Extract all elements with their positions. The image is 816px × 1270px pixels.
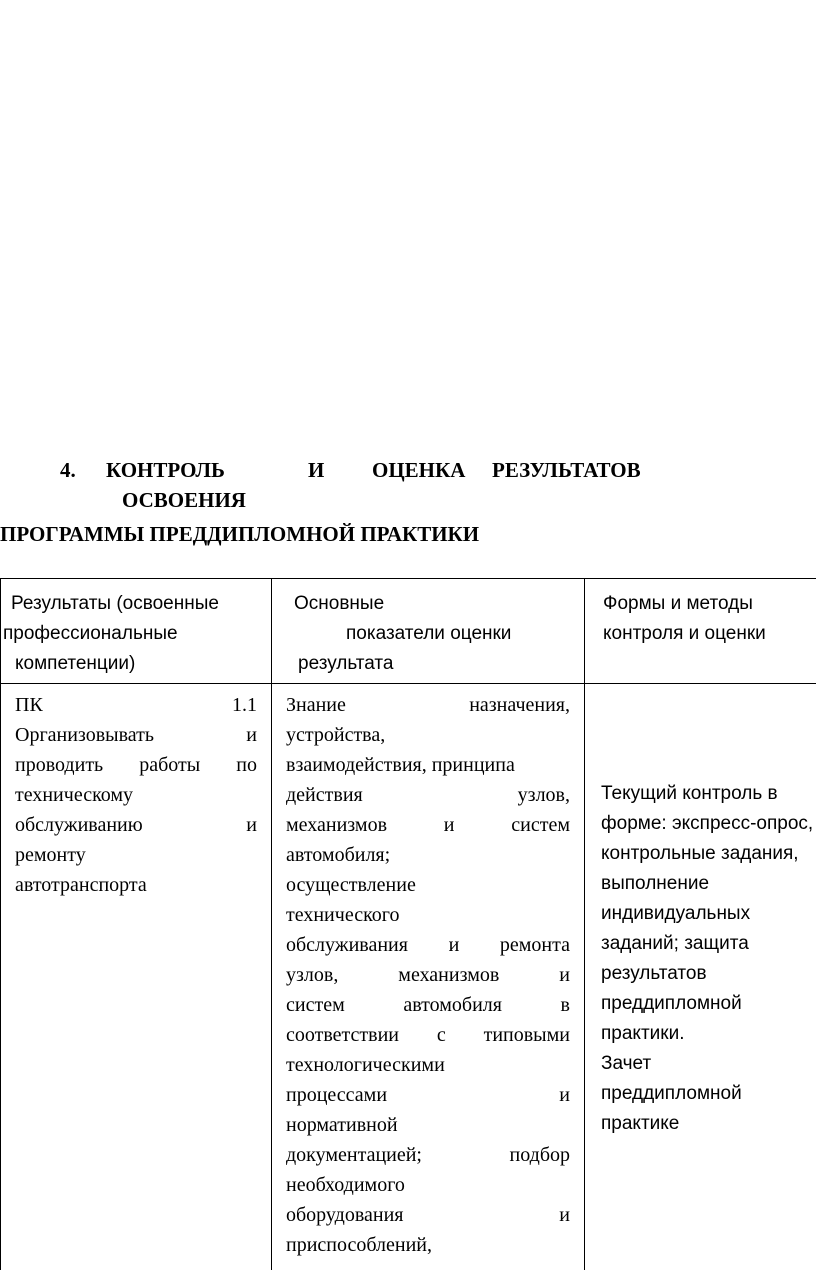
- indicator-word: документацией;: [286, 1144, 422, 1166]
- indicator-word: в: [560, 994, 570, 1016]
- heading-line-3: ПРОГРАММЫ ПРЕДДИПЛОМНОЙ ПРАКТИКИ: [0, 522, 480, 546]
- indicator-word: механизмов: [286, 814, 388, 836]
- indicator-line: [286, 1080, 570, 1110]
- method-line: Зачет: [601, 1053, 652, 1074]
- method-line: преддипломной: [601, 1083, 742, 1104]
- indicator-word: и: [559, 964, 570, 986]
- indicator-word: механизмов: [398, 964, 500, 986]
- competence-word: проводить: [15, 754, 104, 776]
- header-results-line: профессиональные: [3, 623, 178, 644]
- indicator-line: [286, 960, 570, 990]
- heading-line-2: ОСВОЕНИЯ: [122, 488, 246, 512]
- results-table: [0, 578, 816, 1270]
- indicator-line: осуществление: [286, 874, 416, 896]
- indicator-line: устройства,: [286, 724, 386, 746]
- indicator-line: [286, 930, 570, 960]
- competence-line: ремонту: [15, 844, 86, 866]
- heading-word-and: И: [308, 458, 325, 482]
- competence-line: автотранспорта: [15, 874, 147, 896]
- indicator-line: нормативной: [286, 1114, 398, 1136]
- indicator-line: автомобиля;: [286, 844, 391, 866]
- competence-cell: [1, 684, 272, 1270]
- indicator-line: [286, 780, 570, 810]
- indicator-word: и: [559, 1084, 570, 1106]
- heading-word-evaluation: ОЦЕНКА: [372, 458, 466, 482]
- competence-word: ПК: [15, 694, 43, 716]
- indicator-line: технологическими: [286, 1054, 445, 1076]
- method-line: контрольные задания,: [601, 843, 799, 864]
- indicator-word: систем: [286, 994, 345, 1016]
- indicator-word: оборудования: [286, 1204, 404, 1226]
- competence-line: техническому: [15, 784, 134, 806]
- header-indicators-line: показатели оценки: [346, 623, 512, 644]
- indicator-word: и: [448, 934, 460, 956]
- table-header-row: [1, 579, 816, 684]
- indicator-line: технического: [286, 904, 400, 926]
- indicator-line: [286, 810, 570, 840]
- header-results-text-1: Результаты (освоенные: [11, 593, 219, 614]
- indicator-word: ремонта: [499, 934, 570, 956]
- header-results-line: [3, 589, 271, 619]
- method-line: Текущий контроль в: [601, 783, 778, 804]
- method-line: выполнение: [601, 873, 710, 894]
- indicator-word: типовыми: [483, 1024, 570, 1046]
- indicator-line: [286, 1200, 570, 1230]
- competence-line: [15, 690, 257, 720]
- competence-word: Организовывать: [15, 724, 154, 746]
- competence-word: по: [236, 754, 257, 776]
- header-indicators-line: результата: [298, 653, 394, 674]
- method-line: заданий; защита: [601, 933, 749, 954]
- header-methods-line: контроля и оценки: [603, 623, 766, 644]
- competence-word: и: [246, 724, 257, 746]
- indicator-line: [286, 1020, 570, 1050]
- indicator-line: приспособлений,: [286, 1234, 433, 1256]
- indicator-word: автомобиля: [403, 994, 502, 1016]
- method-line: результатов: [601, 963, 707, 984]
- table-row: [1, 684, 816, 1270]
- indicator-line: [286, 690, 570, 720]
- competence-word: 1.1: [232, 694, 257, 716]
- indicator-word: и: [559, 1204, 570, 1226]
- indicator-word: соответствии: [286, 1024, 400, 1046]
- results-table-container: [0, 578, 816, 1270]
- indicator-line: [286, 990, 570, 1020]
- method-line: практики.: [601, 1023, 685, 1044]
- header-cell-indicators: [272, 579, 585, 684]
- header-results-line: компетенции): [15, 653, 136, 674]
- indicator-word: подбор: [509, 1144, 570, 1166]
- method-line: преддипломной: [601, 993, 742, 1014]
- competence-word: и: [246, 814, 257, 836]
- competence-line: [15, 720, 257, 750]
- competence-line: [15, 750, 257, 780]
- methods-cell: [585, 684, 816, 1270]
- heading-word-control: КОНТРОЛЬ: [106, 458, 225, 482]
- indicator-word: обслуживания: [286, 934, 408, 956]
- method-line: индивидуальных: [601, 903, 751, 924]
- indicator-word: процессами: [286, 1084, 388, 1106]
- competence-word: обслуживанию: [15, 814, 143, 836]
- indicator-word: Знание: [286, 694, 346, 716]
- indicator-word: назначения,: [469, 694, 570, 716]
- heading-number: 4.: [60, 458, 76, 482]
- method-line: форме: экспресс-опрос,: [601, 813, 814, 834]
- indicator-word: узлов,: [286, 964, 339, 986]
- indicator-word: с: [436, 1024, 446, 1046]
- method-line: практике: [601, 1113, 680, 1134]
- indicator-line: необходимого: [286, 1174, 405, 1196]
- indicator-line: взаимодействия, принципа: [286, 754, 515, 776]
- indicator-word: узлов,: [517, 784, 570, 806]
- competence-line: [15, 810, 257, 840]
- header-cell-results: [1, 579, 272, 684]
- indicator-word: систем: [511, 814, 570, 836]
- header-cell-methods: [585, 579, 816, 684]
- indicator-word: и: [443, 814, 455, 836]
- indicator-word: действия: [286, 784, 363, 806]
- indicators-cell: [272, 684, 585, 1270]
- indicator-line: [286, 1140, 570, 1170]
- header-methods-line: Формы и методы: [603, 593, 753, 614]
- header-indicators-line: Основные: [294, 593, 385, 614]
- competence-word: работы: [139, 754, 201, 776]
- heading-word-results: РЕЗУЛЬТАТОВ: [492, 458, 641, 482]
